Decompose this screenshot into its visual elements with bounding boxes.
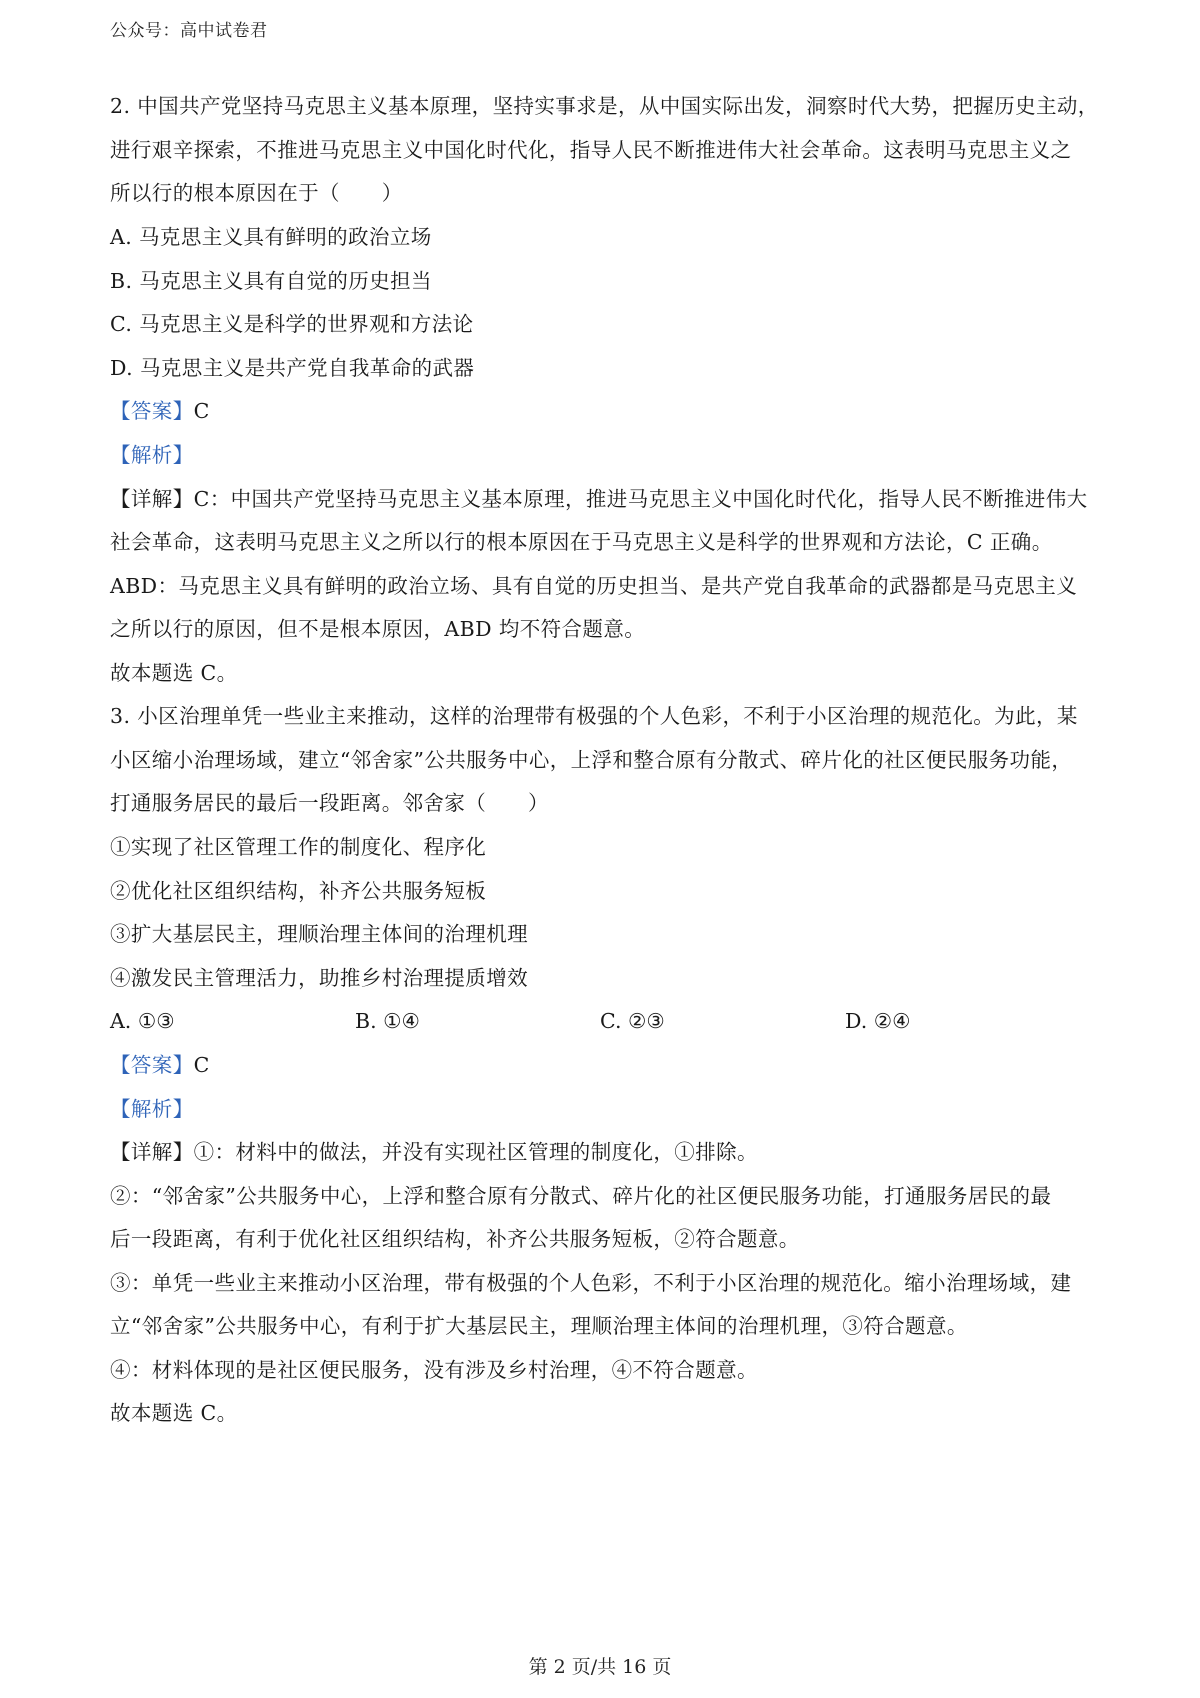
q3-stem-line: 3. 小区治理单凭一些业主来推动，这样的治理带有极强的个人色彩，不利于小区治理的规范化。为此，某	[110, 704, 1078, 728]
detail-label: 【详解】	[110, 1140, 194, 1164]
q3-analysis-label: 【解析】	[110, 1097, 194, 1121]
q3-stem-line: 打通服务居民的最后一段距离。邻舍家（ ）	[110, 791, 549, 815]
detail-label: 【详解】	[110, 487, 194, 511]
q3-statement-1: ①实现了社区管理工作的制度化、程序化	[110, 835, 487, 859]
q3-option-a: A. ①③	[110, 1009, 175, 1033]
q2-detail-line: 之所以行的原因，但不是根本原因，ABD 均不符合题意。	[110, 617, 646, 641]
detail-text: C：中国共产党坚持马克思主义基本原理，推进马克思主义中国化时代化，指导人民不断推进伟大	[193, 487, 1088, 511]
q2-stem-line: 所以行的根本原因在于（ ）	[110, 181, 403, 205]
q3-statement-2: ②优化社区组织结构，补齐公共服务短板	[110, 879, 487, 903]
detail-text: ①：材料中的做法，并没有实现社区管理的制度化，①排除。	[193, 1140, 758, 1164]
q3-statement-4: ④激发民主管理活力，助推乡村治理提质增效	[110, 966, 528, 990]
answer-value: C	[193, 1053, 210, 1077]
q3-detail-line: 后一段距离，有利于优化社区组织结构，补齐公共服务短板，②符合题意。	[110, 1227, 800, 1251]
q3-stem-line: 小区缩小治理场域，建立“邻舍家”公共服务中心，上浮和整合原有分散式、碎片化的社区便民服务功能，	[110, 748, 1073, 772]
q3-option-b: B. ①④	[355, 1009, 420, 1033]
q2-option-b: B. 马克思主义具有自觉的历史担当	[110, 269, 432, 293]
q3-option-c: C. ②③	[600, 1009, 665, 1033]
q3-detail-line	[110, 1138, 758, 1166]
q2-detail-line: 社会革命，这表明马克思主义之所以行的根本原因在于马克思主义是科学的世界观和方法论，C 正确。	[110, 530, 1053, 554]
q2-conclusion: 故本题选 C。	[110, 661, 238, 685]
q2-detail-line: ABD：马克思主义具有鲜明的政治立场、具有自觉的历史担当、是共产党自我革命的武器都是马克思主义	[110, 574, 1078, 598]
q2-stem-line: 进行艰辛探索，不推进马克思主义中国化时代化，指导人民不断推进伟大社会革命。这表明马克思主义之	[110, 138, 1072, 162]
q3-conclusion: 故本题选 C。	[110, 1401, 238, 1425]
q3-statement-3: ③扩大基层民主，理顺治理主体间的治理机理	[110, 922, 528, 946]
q3-answer	[110, 1051, 210, 1079]
q3-detail-line: 立“邻舍家”公共服务中心，有利于扩大基层民主，理顺治理主体间的治理机理，③符合题意。	[110, 1314, 968, 1338]
q3-option-d: D. ②④	[845, 1009, 911, 1033]
q2-option-a: A. 马克思主义具有鲜明的政治立场	[110, 225, 432, 249]
q3-detail-line: ②：“邻舍家”公共服务中心，上浮和整合原有分散式、碎片化的社区便民服务功能，打通服务居民的最	[110, 1184, 1052, 1208]
q2-analysis-label: 【解析】	[110, 443, 194, 467]
q2-stem-line: 2. 中国共产党坚持马克思主义基本原理，坚持实事求是，从中国实际出发，洞察时代大势，把握历史主动，	[110, 94, 1099, 118]
q3-detail-line: ③：单凭一些业主来推动小区治理，带有极强的个人色彩，不利于小区治理的规范化。缩小治理场域，建	[110, 1271, 1072, 1295]
q2-answer	[110, 397, 210, 425]
q3-detail-line: ④：材料体现的是社区便民服务，没有涉及乡村治理，④不符合题意。	[110, 1358, 758, 1382]
answer-value: C	[193, 399, 210, 423]
q2-detail-line	[110, 485, 1088, 513]
q2-option-c: C. 马克思主义是科学的世界观和方法论	[110, 312, 474, 336]
answer-label: 【答案】	[110, 399, 194, 423]
page-number: 第 2 页/共 16 页	[528, 1656, 672, 1678]
answer-label: 【答案】	[110, 1053, 194, 1077]
page-header: 公众号：高中试卷君	[110, 21, 268, 41]
q2-option-d: D. 马克思主义是共产党自我革命的武器	[110, 356, 475, 380]
